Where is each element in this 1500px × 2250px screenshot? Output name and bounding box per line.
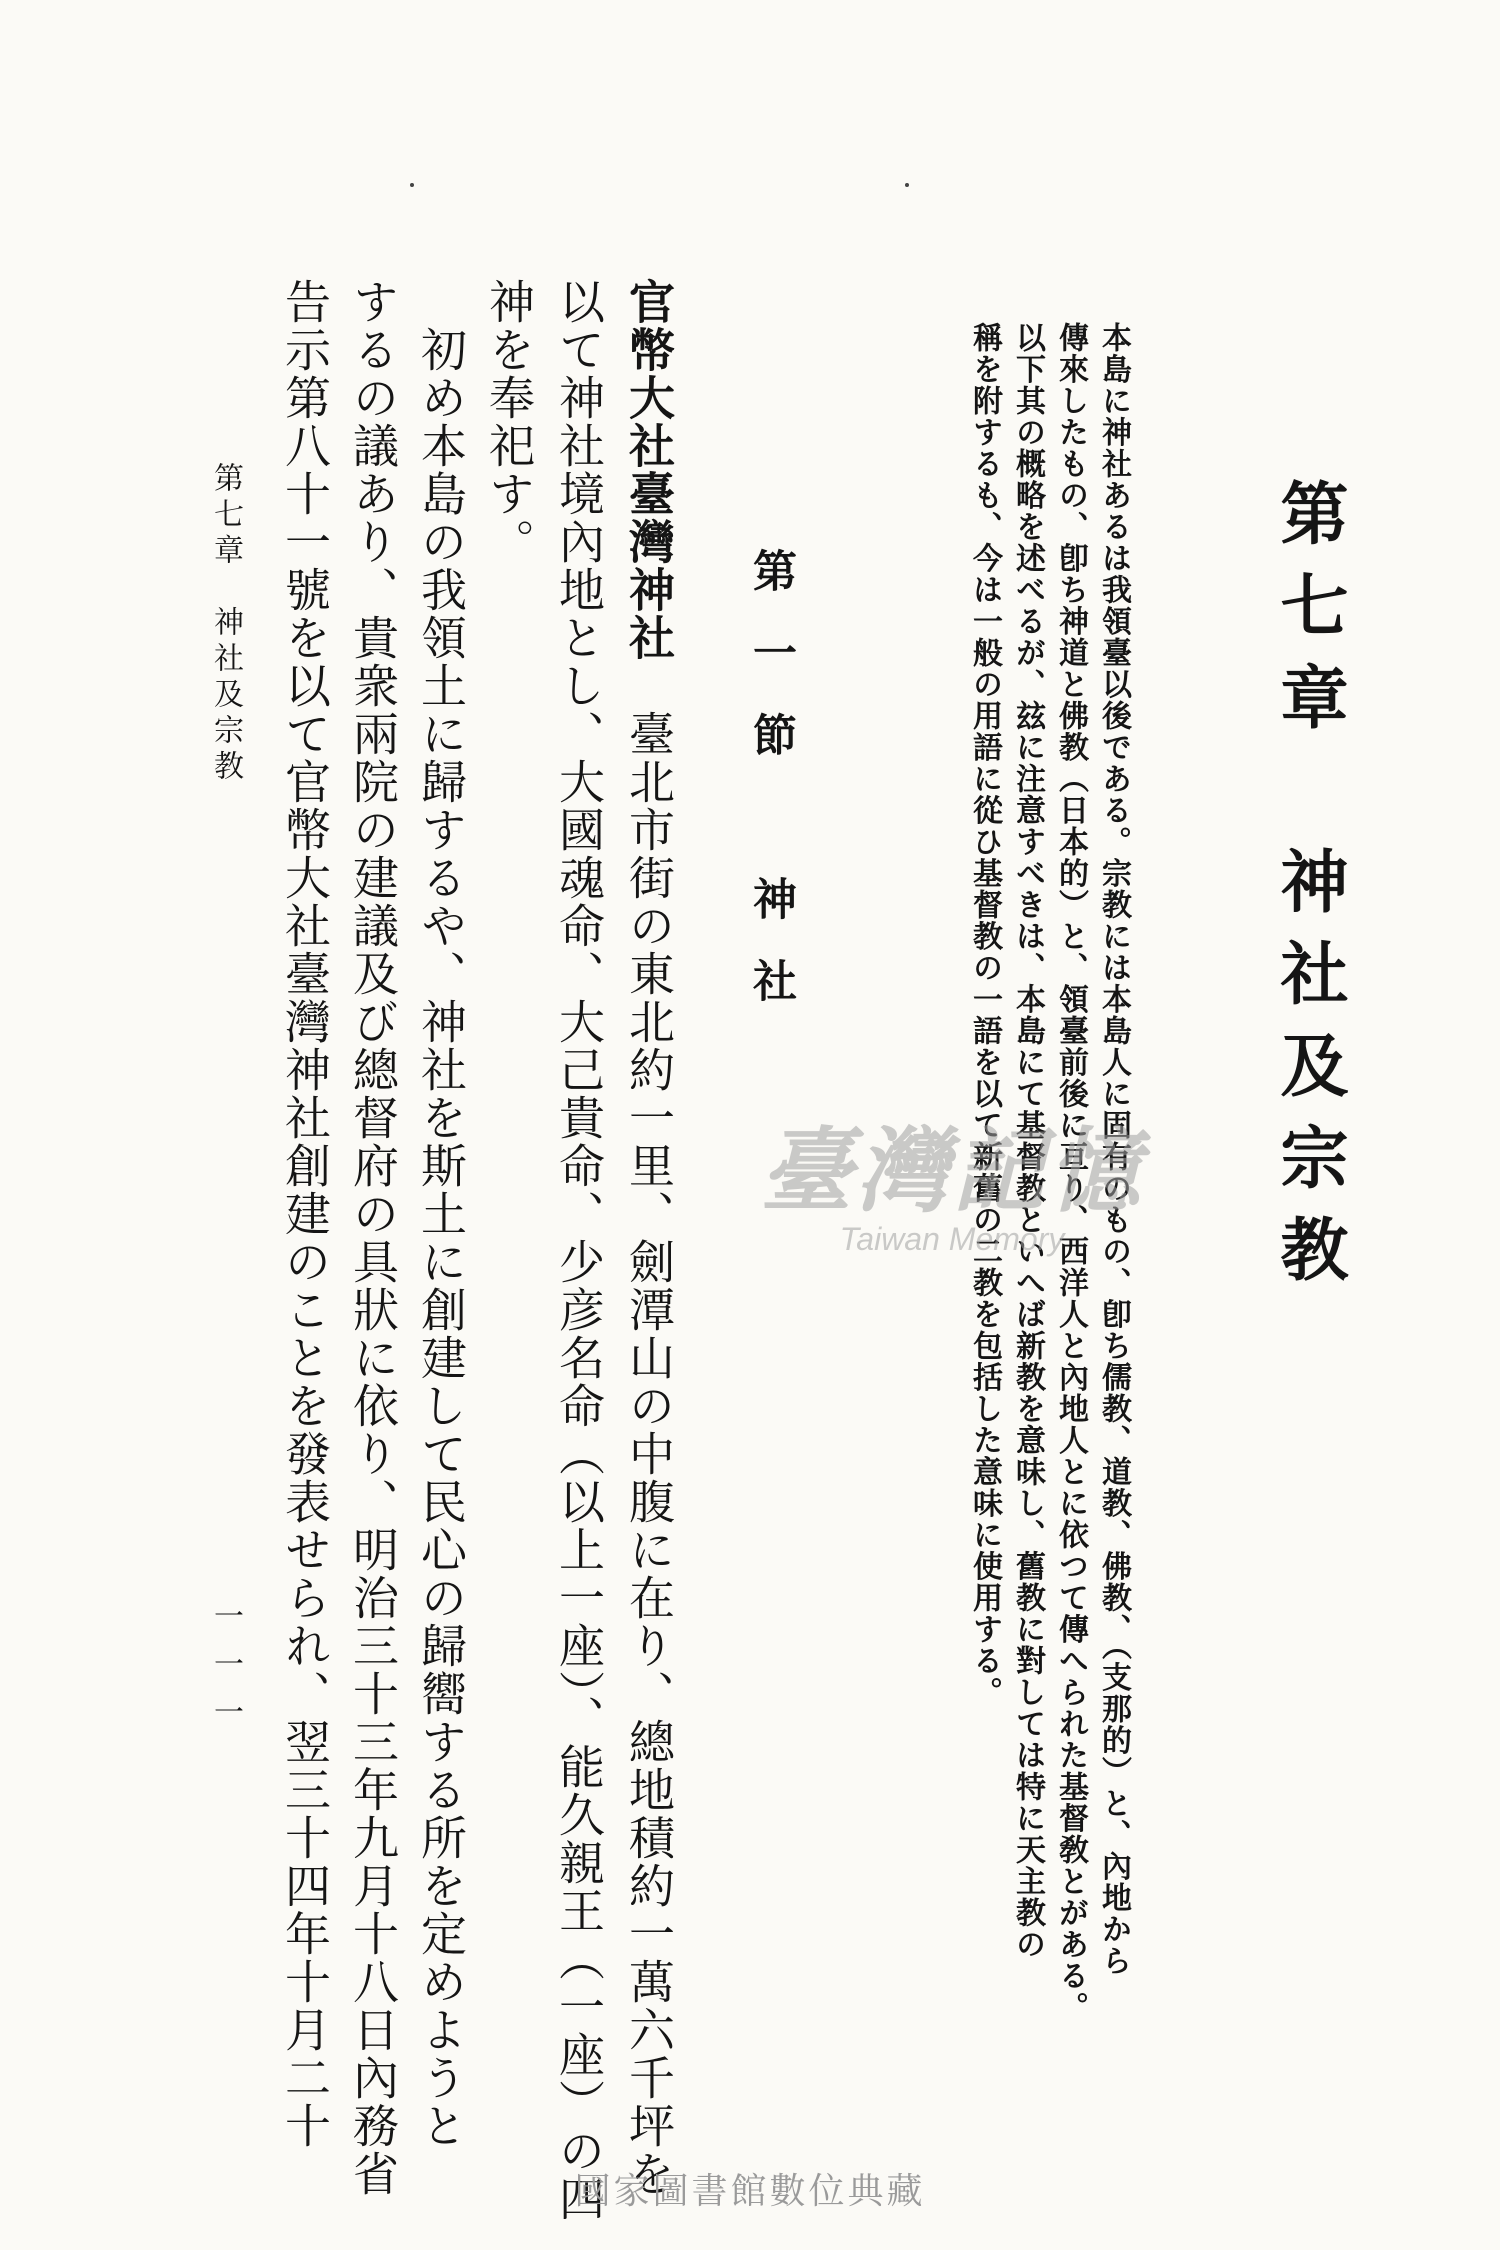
- article-first-line: [622, 278, 676, 2198]
- article-line: 告示第八十一號を以て官幣大社臺灣神社創建のことを發表せられ、翌三十四年十月二十: [278, 278, 332, 2150]
- intro-line: 本島に神社あるは我領臺以後である。宗教には本島人に固有のもの、卽ち儒教、道教、佛教、（支那的）と、內地から: [1096, 322, 1131, 1977]
- article-line: 初め本島の我領土に歸するや、神社を斯土に創建して民心の歸嚮する所を定めようと: [414, 278, 468, 2150]
- library-collection-mark: 國家圖書館數位典藏: [574, 2171, 926, 2212]
- watermark-english: Taiwan Memory: [839, 1221, 1065, 1257]
- intro-line: 以下其の概略を述べるが、玆に注意すべきは、本島にて基督教といへば新教を意味し、舊教に對しては特に天主教の: [1010, 322, 1045, 1960]
- article-heading: 官幣大社臺灣神社: [622, 278, 676, 662]
- article-line: 以て神社境內地とし、大國魂命、大己貴命、少彦名命（以上一座）、能久親王（一座）の四: [552, 278, 606, 2223]
- intro-line: 傳來したもの、卽ち神道と佛教（日本的）と、領臺前後に亘り、西洋人と內地人とに依つて傳へられた基督敎とがある。: [1053, 322, 1088, 2023]
- page-number: 一一一: [208, 1600, 243, 1744]
- article-line: 神を奉祀す。: [482, 278, 536, 566]
- intro-line: 稱を附するも、今は一般の用語に從ひ基督教の一語を以て新舊の二教を包括した意味に使用する。: [967, 322, 1002, 1708]
- section-title: 第一節 神社: [745, 548, 796, 1040]
- scan-speck: [905, 183, 909, 187]
- article-first-line-rest: 臺北市街の東北約一里、劍潭山の中腹に在り、總地積約一萬六千坪を: [622, 662, 676, 2198]
- chapter-title: 第七章 神社及宗教: [1269, 478, 1349, 1306]
- running-head: 第七章 神社及宗教: [208, 462, 243, 786]
- article-line: するの議あり、貴衆兩院の建議及び總督府の具狀に依り、明治三十三年九月十八日內務省: [346, 278, 400, 2198]
- scan-speck: [410, 183, 414, 187]
- watermark-chinese: 臺灣記憶: [760, 1117, 1145, 1225]
